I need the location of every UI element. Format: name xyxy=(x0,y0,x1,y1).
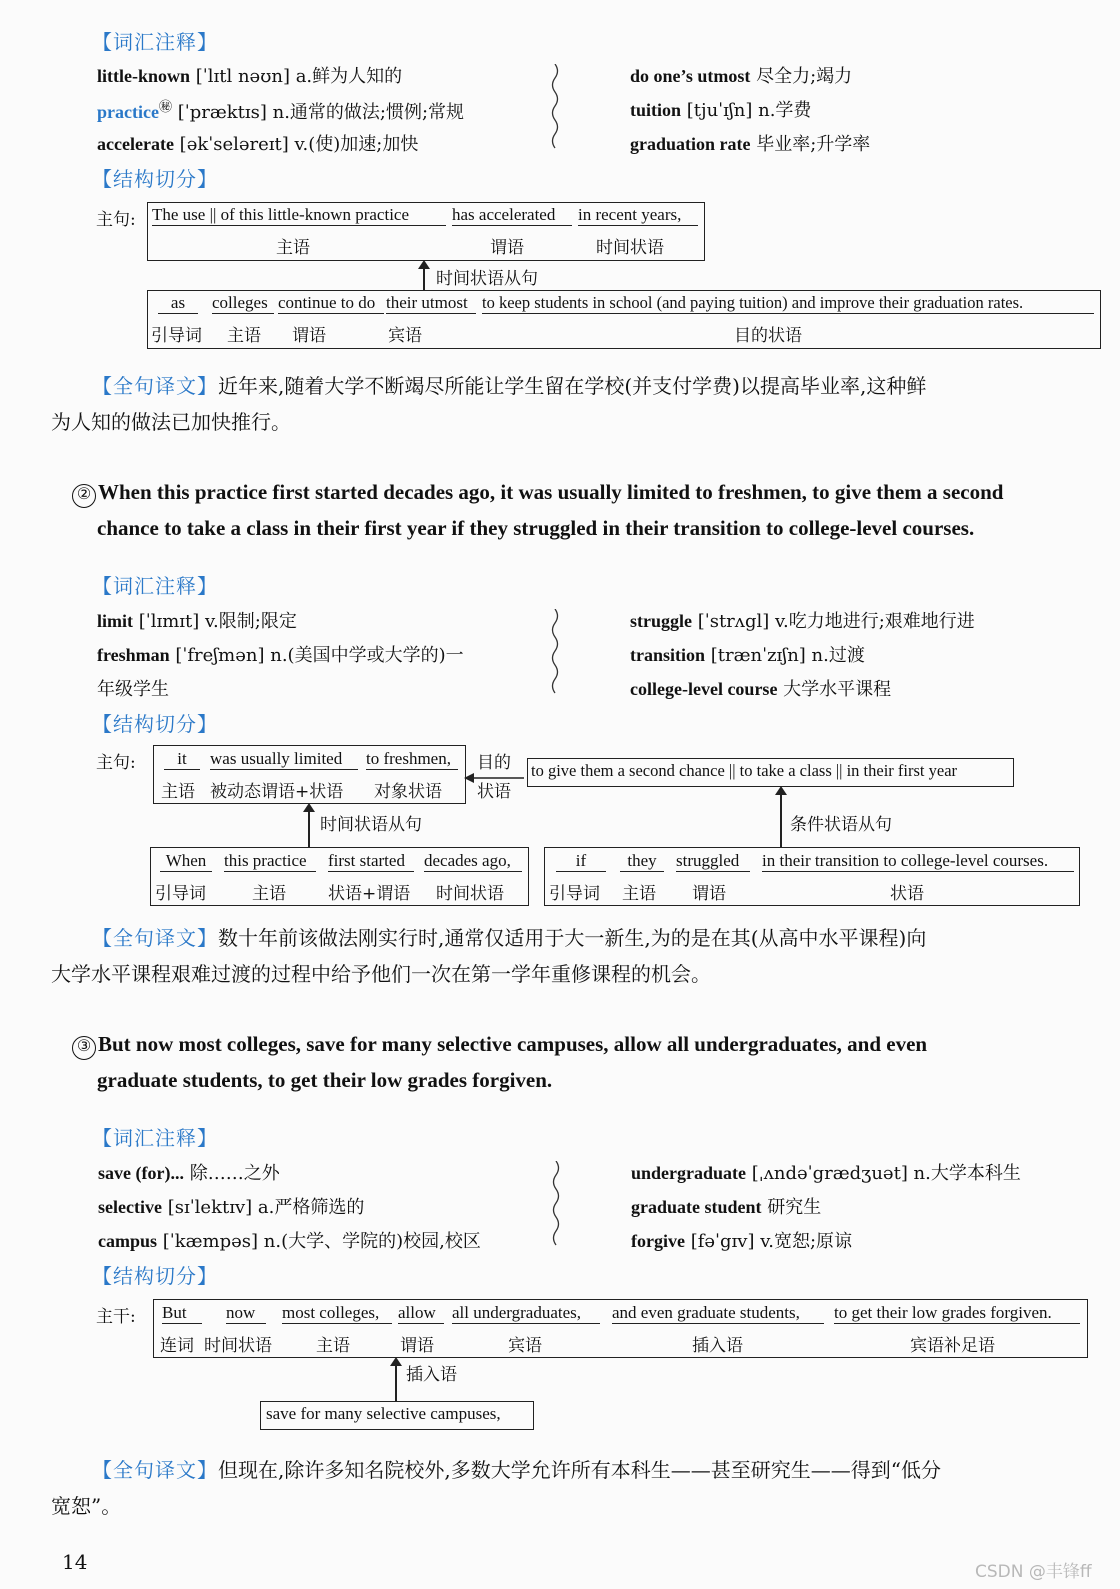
role-label: 引导词 xyxy=(151,326,202,346)
role-label: 主语 xyxy=(316,1336,350,1356)
translation-2: 【全句译文】数十年前该做法刚实行时,通常仅适用于大一新生,为的是在其(从高中水平课程)向 xyxy=(92,926,927,950)
vocab-item: college-level course 大学水平课程 xyxy=(630,679,892,700)
role-label: 状语 xyxy=(890,884,924,904)
vocab-item: accelerate [əkˈseləreɪt] v.(使)加速;加快 xyxy=(97,134,419,155)
clause-type-label: 时间状语从句 xyxy=(436,269,538,289)
clause-type-label: 条件状语从句 xyxy=(790,815,892,835)
page-number: 14 xyxy=(62,1550,88,1574)
role-label: 宾语补足语 xyxy=(910,1336,995,1356)
arrow-up-icon xyxy=(775,786,787,847)
clause-part: When xyxy=(160,851,212,872)
trunk-part: But xyxy=(162,1303,202,1324)
structure-header-3: 【结构切分】 xyxy=(92,1264,218,1288)
role-label: 时间状语 xyxy=(436,884,504,904)
clause-type-label: 时间状语从句 xyxy=(320,815,422,835)
vocab-item: little-known [ˈlɪtl nəʊn] a.鲜为人知的 xyxy=(97,66,403,87)
key-word-mark-icon: ㊙ xyxy=(158,100,172,115)
clause-part: their utmost xyxy=(386,293,476,314)
clause-part: as xyxy=(158,293,198,314)
purpose-text: to give them a second chance || to take a class || in their first year xyxy=(531,761,958,780)
role-label: 宾语 xyxy=(388,326,422,346)
vocab-item: transition [trænˈzɪʃn] n.过渡 xyxy=(630,645,865,666)
role-label: 状语+谓语 xyxy=(328,884,411,904)
wavy-divider-icon xyxy=(550,609,560,699)
trunk-part: to get their low grades forgiven. xyxy=(834,1303,1080,1324)
role-label: 连词 xyxy=(160,1336,194,1356)
sentence-3-line1: ③ But now most colleges, save for many selective campuses, allow all undergraduates, and even xyxy=(72,1032,927,1060)
vocab-header-3: 【词汇注释】 xyxy=(92,1126,218,1150)
translation-2-cont: 大学水平课程艰难过渡的过程中给予他们一次在第一学年重修课程的机会。 xyxy=(51,962,711,986)
vocab-header-1: 【词汇注释】 xyxy=(92,30,218,54)
clause-part: continue to do xyxy=(278,293,384,314)
vocab-item: campus [ˈkæmpəs] n.(大学、学院的)校园,校区 xyxy=(98,1231,481,1252)
role-label: 主语 xyxy=(276,238,310,258)
translation-3-cont: 宽恕”。 xyxy=(51,1494,122,1518)
arrow-up-icon xyxy=(418,260,430,290)
trunk-part: most colleges, xyxy=(282,1303,392,1324)
trunk-label: 主干: xyxy=(96,1307,136,1327)
role-label: 谓语 xyxy=(400,1336,434,1356)
clause-part: this practice xyxy=(224,851,316,872)
purpose-label: 状语 xyxy=(477,782,511,802)
role-label: 谓语 xyxy=(692,884,726,904)
trunk-part: all undergraduates, xyxy=(452,1303,600,1324)
arrow-up-icon xyxy=(390,1357,402,1401)
vocab-item: save (for)... 除……之外 xyxy=(98,1163,280,1184)
role-label: 对象状语 xyxy=(374,782,442,802)
clause-part: in their transition to college-level courses. xyxy=(762,851,1074,872)
structure-header-2: 【结构切分】 xyxy=(92,712,218,736)
sentence-2-line1: ② When this practice first started decades ago, it was usually limited to freshmen, to give them a second xyxy=(72,480,1003,508)
sentence-3-line2: graduate students, to get their low grades forgiven. xyxy=(97,1068,553,1092)
role-label: 主语 xyxy=(252,884,286,904)
watermark: CSDN @丰锋ff xyxy=(975,1562,1092,1582)
clause-part: to keep students in school (and paying tuition) and improve their graduation rates. xyxy=(482,293,1094,314)
vocab-item: struggle [ˈstrʌgl] v.吃力地进行;艰难地行进 xyxy=(630,611,975,632)
sentence-2-line2: chance to take a class in their first year if they struggled in their transition to college-level courses. xyxy=(97,516,975,540)
vocab-item: selective [sɪˈlektɪv] a.严格筛选的 xyxy=(98,1197,365,1218)
vocab-item: forgive [fəˈgɪv] v.宽恕;原谅 xyxy=(631,1231,853,1252)
role-label: 主语 xyxy=(227,326,261,346)
arrow-up-icon xyxy=(303,803,315,847)
role-label: 被动态谓语+状语 xyxy=(210,782,344,802)
role-label: 引导词 xyxy=(549,884,600,904)
clause-part: struggled xyxy=(676,851,750,872)
main-part: was usually limited xyxy=(210,749,358,770)
insert-text: save for many selective campuses, xyxy=(266,1404,501,1423)
role-label: 主语 xyxy=(622,884,656,904)
vocab-item: limit [ˈlɪmɪt] v.限制;限定 xyxy=(97,611,297,632)
vocab-header-2: 【词汇注释】 xyxy=(92,574,218,598)
role-label: 宾语 xyxy=(508,1336,542,1356)
vocab-item: undergraduate [ˌʌndəˈgrædʒuət] n.大学本科生 xyxy=(631,1163,1021,1184)
clause-part: if xyxy=(556,851,606,872)
main-part-subject: The use || of this little-known practice xyxy=(152,205,446,226)
translation-1-cont: 为人知的做法已加快推行。 xyxy=(51,410,291,434)
translation-1: 【全句译文】近年来,随着大学不断竭尽所能让学生留在学校(并支付学费)以提高毕业率,这种鲜 xyxy=(92,374,927,398)
role-label: 时间状语 xyxy=(596,238,664,258)
role-label: 时间状语 xyxy=(204,1336,272,1356)
purpose-label: 目的 xyxy=(477,753,511,773)
clause-part: colleges xyxy=(212,293,274,314)
wavy-divider-icon xyxy=(550,64,560,154)
vocab-item: graduation rate 毕业率;升学率 xyxy=(630,134,871,155)
translation-3: 【全句译文】但现在,除许多知名院校外,多数大学允许所有本科生——甚至研究生——得到“低分 xyxy=(92,1458,941,1482)
wavy-divider-icon xyxy=(551,1161,561,1251)
main-part: to freshmen, xyxy=(366,749,458,770)
clause-part: decades ago, xyxy=(424,851,522,872)
main-part-predicate: has accelerated xyxy=(452,205,572,226)
role-label: 谓语 xyxy=(490,238,524,258)
main-part-adverbial: in recent years, xyxy=(578,205,698,226)
role-label: 主语 xyxy=(161,782,195,802)
vocab-item: do one’s utmost 尽全力;竭力 xyxy=(630,66,853,87)
clause-part: they xyxy=(620,851,664,872)
trunk-part: allow xyxy=(398,1303,444,1324)
vocab-item: graduate student 研究生 xyxy=(631,1197,822,1218)
vocab-item: freshman [ˈfreʃmən] n.(美国中学或大学的)一 xyxy=(97,645,464,666)
role-label: 引导词 xyxy=(155,884,206,904)
main-part: it xyxy=(164,749,200,770)
role-label: 目的状语 xyxy=(734,326,802,346)
structure-header-1: 【结构切分】 xyxy=(92,167,218,191)
role-label: 谓语 xyxy=(292,326,326,346)
role-label: 插入语 xyxy=(692,1336,743,1356)
insert-label: 插入语 xyxy=(406,1365,457,1385)
vocab-item: tuition [tjuˈɪʃn] n.学费 xyxy=(630,100,812,121)
main-clause-label: 主句: xyxy=(96,753,136,773)
vocab-item: practice㊙ [ˈpræktɪs] n.通常的做法;惯例;常规 xyxy=(97,100,465,123)
trunk-part: now xyxy=(226,1303,266,1324)
vocab-item-cont: 年级学生 xyxy=(97,679,169,700)
clause-part: first started xyxy=(328,851,414,872)
trunk-part: and even graduate students, xyxy=(612,1303,824,1324)
main-clause-label: 主句: xyxy=(96,210,136,230)
